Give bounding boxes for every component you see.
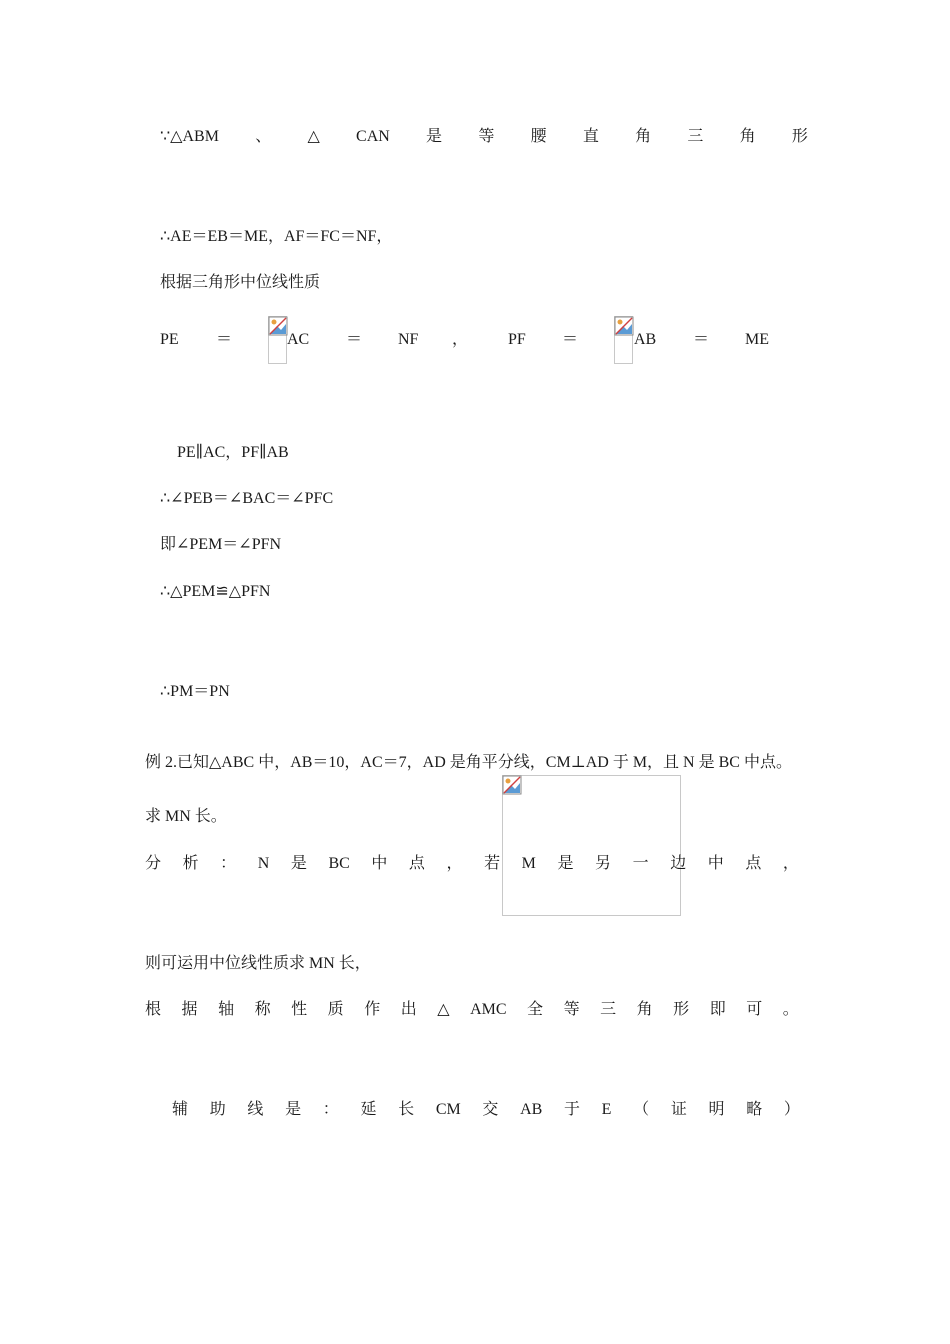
formula-equals: ＝ [346,331,363,348]
line-token: AMC [470,1001,507,1018]
line-token: ） [783,1101,800,1118]
formula-equals: ＝ [216,331,233,348]
line-token: 边 [670,855,687,872]
line-token: △ [437,1001,450,1018]
line-token: 称 [254,1001,271,1018]
line-token: 点 [745,855,762,872]
line-find-mn: 求 MN 长。 [145,808,227,825]
line-token: 三 [687,128,704,145]
line-analysis [145,854,799,874]
line-example-2-statement: 例 2.已知△ABC 中，AB＝10，AC＝7，AD 是角平分线，CM⊥AD 于 M，且 N 是 BC 中点。 [145,754,792,771]
line-token: 腰 [530,128,547,145]
broken-image-fraction-half [268,316,287,364]
line-token: 分 [145,855,162,872]
line-token: 角 [739,128,756,145]
line-token: 辅 [172,1101,189,1118]
line-token: 长 [398,1101,415,1118]
formula-pf: PF [508,331,526,348]
line-token: （ [633,1101,650,1118]
line-token: N [257,855,270,872]
line-token: 直 [582,128,599,145]
line-token: ： [322,1101,339,1118]
line-token: E [601,1101,612,1118]
line-token: △ [307,128,320,145]
formula-nf: NF [398,331,419,348]
line-token: 角 [635,128,652,145]
line-auxiliary-line [172,1100,800,1120]
line-token: 是 [290,855,307,872]
line-token: ： [220,855,237,872]
broken-image-icon [614,316,634,336]
line-token: 全 [527,1001,544,1018]
formula-ab: AB [634,331,657,348]
line-token: 作 [364,1001,381,1018]
line-token: 是 [285,1101,302,1118]
line-token: 性 [291,1001,308,1018]
formula-comma: ， [452,331,469,348]
line-token: 线 [247,1101,264,1118]
line-token: 中 [371,855,388,872]
formula-equals: ＝ [693,331,710,348]
line-token: 形 [791,128,808,145]
line-token: 是 [426,128,443,145]
line-token: CAN [356,128,390,145]
line-token: 根 [145,1001,162,1018]
line-pe-pf-formula [160,330,780,350]
line-token: 角 [636,1001,653,1018]
line-token: 明 [708,1101,725,1118]
line-midline-property: 根据三角形中位线性质 [160,274,321,291]
broken-image-fraction-half [614,316,633,364]
line-isosceles-premise [160,127,808,147]
line-token: 轴 [218,1001,235,1018]
line-token: 。 [782,1001,799,1018]
line-token: BC [328,855,350,872]
line-symmetry-construction [145,1000,799,1020]
line-token: CM [435,1101,461,1118]
line-angle-pem-pfn: 即∠PEM＝∠PFN [160,536,282,553]
line-token: 中 [707,855,724,872]
line-token: 据 [181,1001,198,1018]
line-token: 点 [408,855,425,872]
line-conclusion-pm-pn: ∴PM＝PN [160,683,230,700]
line-token: 等 [478,128,495,145]
line-token: 、 [255,128,272,145]
line-token: 三 [600,1001,617,1018]
broken-image-icon [502,775,522,795]
line-token: 交 [482,1101,499,1118]
line-token: AB [520,1101,543,1118]
formula-pe: PE [160,331,179,348]
line-token: 等 [563,1001,580,1018]
formula-me: ME [745,331,769,348]
line-token: 于 [563,1101,580,1118]
line-token: 证 [670,1101,687,1118]
line-token: 出 [400,1001,417,1018]
line-token: 延 [360,1101,377,1118]
line-token: 若 [484,855,501,872]
broken-image-figure [502,775,681,916]
line-token: 助 [209,1101,226,1118]
line-token: M [521,855,536,872]
line-token: 析 [182,855,199,872]
line-token: 即 [709,1001,726,1018]
line-token: 另 [595,855,612,872]
broken-image-icon [268,316,288,336]
line-token: 形 [673,1001,690,1018]
line-token: 是 [557,855,574,872]
line-midpoint-equalities: ∴AE＝EB＝ME，AF＝FC＝NF， [160,228,393,245]
line-congruent-triangles: ∴△PEM≌△PFN [160,583,271,600]
line-parallel-relations: PE∥AC，PF∥AB [177,444,289,461]
formula-ac: AC [287,331,310,348]
line-token: ， [446,855,463,872]
line-angle-equalities: ∴∠PEB＝∠BAC＝∠PFC [160,490,334,507]
line-token: 一 [632,855,649,872]
line-token: 可 [746,1001,763,1018]
line-token: 质 [327,1001,344,1018]
formula-equals: ＝ [562,331,579,348]
line-token: ∵△ABM [160,128,219,145]
line-use-midline: 则可运用中位线性质求 MN 长， [145,955,371,972]
line-token: ， [782,855,799,872]
line-token: 略 [746,1101,763,1118]
